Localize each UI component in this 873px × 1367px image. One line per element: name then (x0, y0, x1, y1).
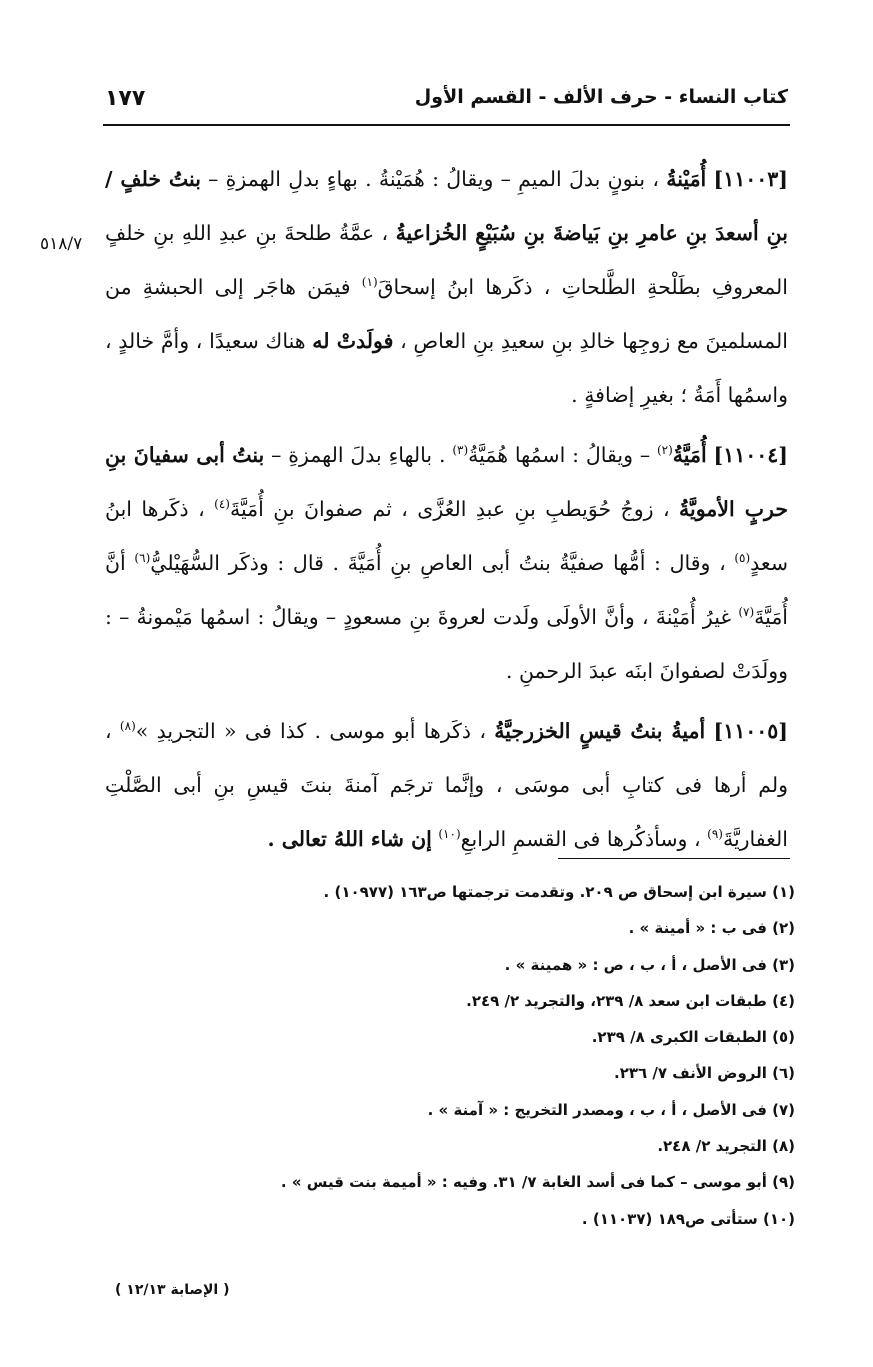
footnote-item: (١٠) ستأتى ص١٨٩ (١١٠٣٧) . (581, 1209, 795, 1228)
entry-name: أُمَيْنةُ (666, 167, 707, 191)
entry-11004 (105, 428, 788, 698)
footnote-ref: (١٠) (438, 827, 461, 842)
footnote-ref: (٣) (452, 443, 469, 458)
footnote-item: (٩) أبو موسى – كما فى أسد الغابة ٧/ ٣١. وفيه : « أميمة بنت قيس » . (280, 1173, 795, 1192)
entry-text: ، ذكَرها ابنُ سعدٍ (105, 497, 788, 575)
footnote-item: (٣) فى الأصل ، أ ، ب ، ص : « همينة » . (504, 955, 795, 974)
entry-text: أنَّ أُمَيَّةَ (105, 551, 788, 629)
entry-name: أُمَيَّةُ (672, 443, 707, 467)
entry-text: . بالهاءِ بدلَ الهمزةِ – (271, 443, 446, 467)
entry-text: ، ولم أرها فى كتابِ أبى موسَى ، وإنَّما ترجَم آمنةَ بنتَ قيسِ بنِ أبى الصَّلْتِ الغفاريَّةَ (105, 719, 788, 851)
footnotes-separator (558, 858, 790, 859)
footnote-ref: (٧) (738, 605, 755, 620)
footnote-ref: (٢) (656, 443, 673, 458)
footnotes (105, 874, 795, 1237)
entry-text: ، ذكَرها أبو موسى . كذا فى « التجريدِ » (135, 719, 486, 743)
entry-text: ، وسأذكُرها فى القسمِ الرابعِ (460, 827, 701, 851)
footnote-item: (٧) فى الأصل ، أ ، ب ، ومصدر التخريج : « آمنة » . (427, 1100, 795, 1119)
entry-text-bold: فولَدتْ له (312, 329, 394, 353)
entry-text-bold: إن شاء اللهُ تعالى . (267, 827, 432, 851)
margin-reference: ٥١٨/٧ (40, 234, 83, 254)
footnote-ref: (٩) (707, 827, 723, 842)
running-title: كتاب النساء - حرف الألف - القسم الأول (414, 86, 788, 108)
header-rule (103, 124, 790, 126)
entry-number: [١١٠٠٣] (713, 167, 788, 191)
entry-text: هناك سعيدًا ، وأمَّ خالدٍ ، واسمُها أَمَةُ ؛ بغيرِ إضافةٍ . (105, 329, 788, 407)
entry-11003 (105, 152, 788, 422)
entry-name: أميةُ بنتُ قيسٍ الخزرجيَّةُ (494, 719, 706, 743)
entry-text-bold: بنتُ أبى سفيانَ بنِ حربٍ الأمويَّةُ (105, 443, 788, 521)
entry-text: ، بنونٍ بدلَ الميمِ – ويقالُ : هُمَيْنةُ . بهاءٍ بدلِ الهمزةِ – (208, 167, 659, 191)
entry-text-bold: بنتُ خلفٍ / بنِ أسعدَ بنِ عامرِ بنِ بَياضةَ بنِ سُبَيْعٍ الخُزاعيةُ (105, 167, 788, 245)
footnote-ref: (١) (361, 275, 378, 290)
entry-text: ، وقال : أمُّها صفيَّةُ بنتُ أبى العاصِ بنِ أُمَيَّةَ . قال : وذكَر السُّهَيْليُّ (150, 551, 726, 575)
entry-text: فيمَن هاجَر إلى الحبشةِ من المسلمينَ مع زوجِها خالدِ بنِ سعيدِ بنِ العاصِ ، (105, 275, 788, 353)
entry-text: غيرُ أُمَيْنةَ ، وأنَّ الأولَى ولَدت لعروةَ بنِ مسعودٍ – ويقالُ : اسمُها مَيْمونةُ – : وولَدَتْ لصفوانَ ابنَه عبدَ الرحمنِ . (105, 605, 788, 683)
main-text (105, 152, 788, 866)
page-header (105, 86, 788, 116)
footnote-item: (٢) فى ب : « أمينة » . (628, 919, 795, 938)
signature-mark: ( الإصابة ١٢/١٣ ) (115, 1282, 230, 1298)
footnote-item: (٦) الروض الأنف ٧/ ٢٣٦. (614, 1064, 795, 1083)
footnote-item: (٨) التجريد ٢/ ٢٤٨. (657, 1137, 795, 1156)
footnote-ref: (٤) (214, 497, 230, 512)
entry-text: – ويقالُ : اسمُها هُمَيَّةُ (468, 443, 651, 467)
footnote-ref: (٨) (119, 719, 136, 734)
page-number: ١٧٧ (105, 86, 146, 111)
entry-text: ، زوجُ حُوَيطبِ بنِ عبدِ العُزَّى ، ثم صفوانَ بنِ أُمَيَّةَ (229, 497, 670, 521)
footnote-item: (١) سيرة ابن إسحاق ص ٢٠٩. وتقدمت ترجمتها ص١٦٣ (١٠٩٧٧) . (323, 883, 795, 901)
entry-11005 (105, 704, 788, 866)
footnote-ref: (٥) (734, 551, 751, 566)
footnote-item: (٥) الطبقات الكبرى ٨/ ٢٣٩. (591, 1028, 795, 1047)
entry-text: ، عمَّةُ طلحةَ بنِ عبدِ اللهِ بنِ خلفٍ المعروفِ بطَلْحةِ الطَّلحاتِ ، ذكَرها ابنُ إسحاقَ (105, 221, 788, 299)
entry-number: [١١٠٠٥] (713, 719, 788, 743)
entry-number: [١١٠٠٤] (713, 443, 788, 467)
footnote-ref: (٦) (134, 551, 151, 566)
footnote-item: (٤) طبقات ابن سعد ٨/ ٢٣٩، والتجريد ٢/ ٢٤٩. (466, 991, 795, 1010)
